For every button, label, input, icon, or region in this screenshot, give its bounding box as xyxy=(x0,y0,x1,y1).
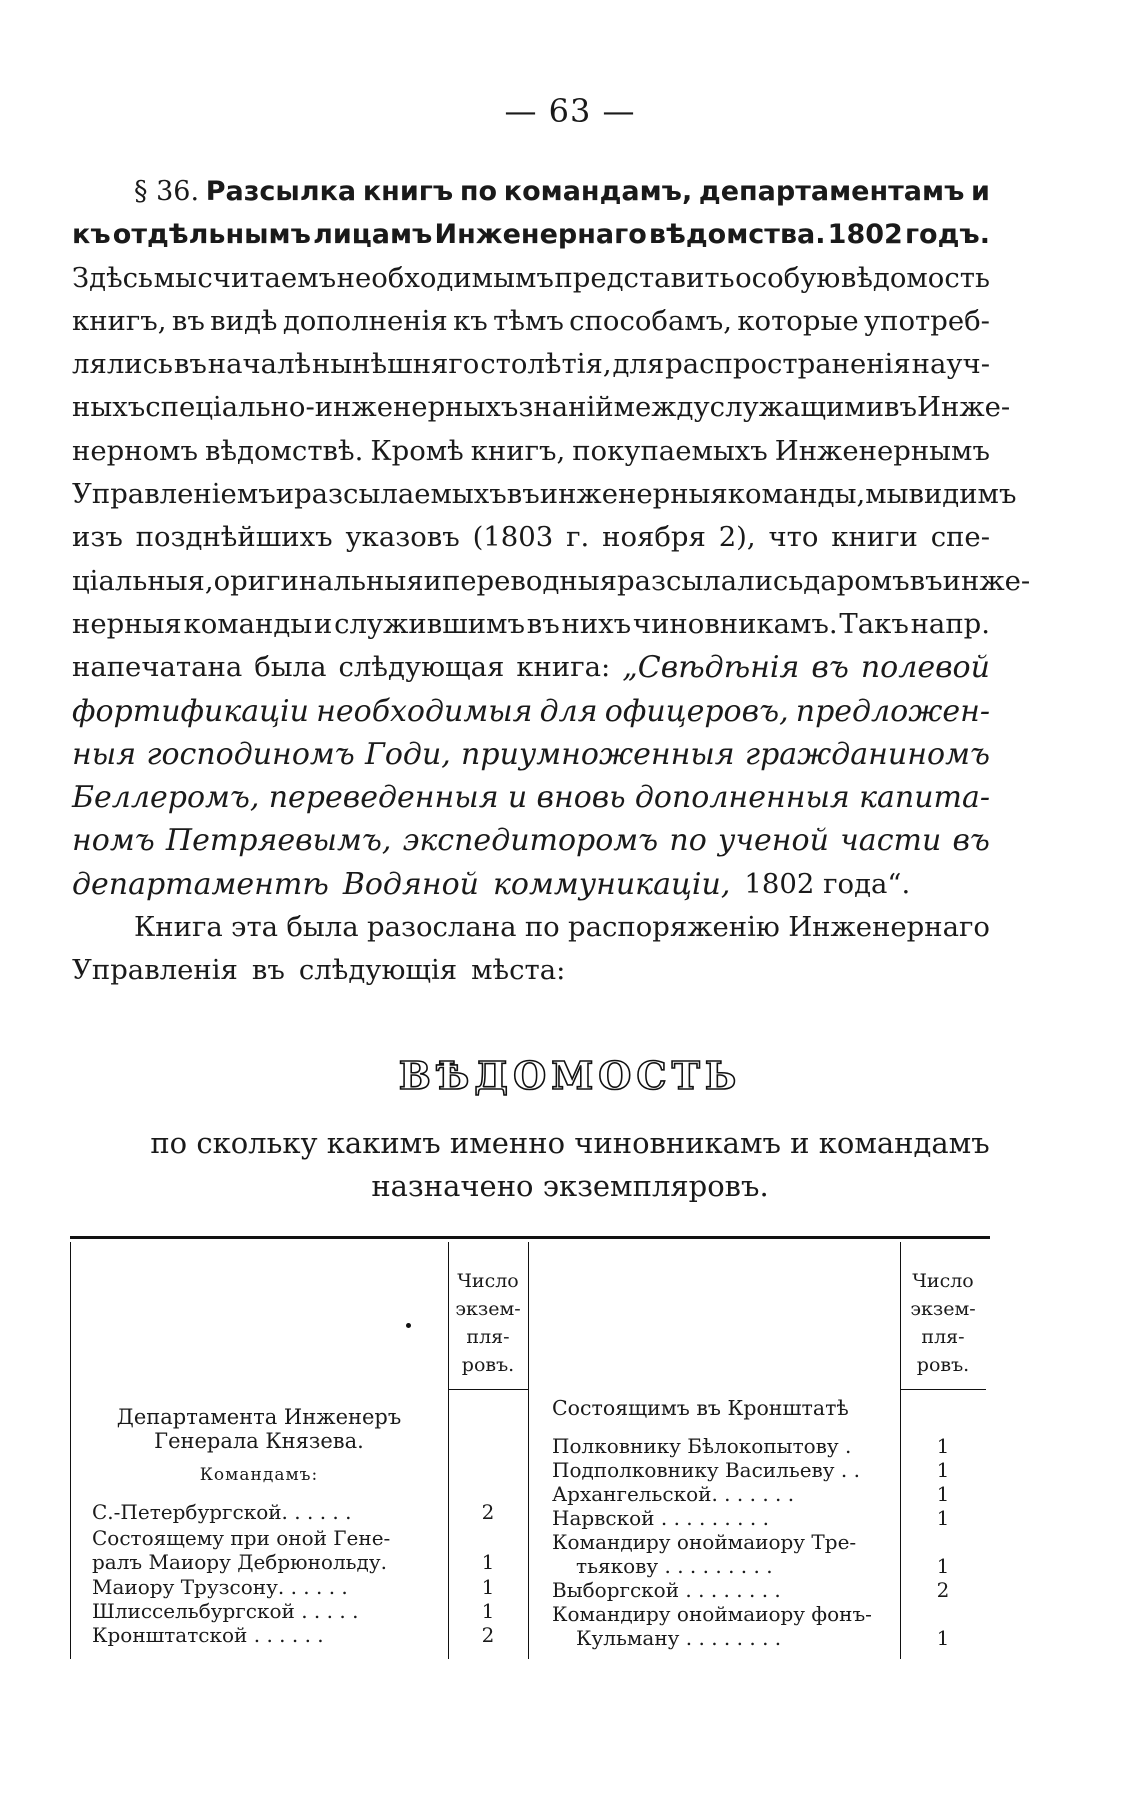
text-line-11 xyxy=(72,603,990,646)
word: употреб- xyxy=(863,304,990,337)
word: изъ xyxy=(72,521,123,554)
text-line-16 xyxy=(72,819,990,862)
word: ныхъ xyxy=(72,391,146,424)
word: указовъ xyxy=(345,521,460,554)
word: науч- xyxy=(911,348,990,381)
word: годъ. xyxy=(904,219,990,251)
header-line: экзем- xyxy=(910,1298,976,1320)
left-row-value: 1 xyxy=(481,1575,495,1599)
word: нерномъ xyxy=(72,434,198,467)
word: для xyxy=(612,348,665,381)
text-line-6 xyxy=(72,386,1011,429)
word: представить xyxy=(554,261,735,294)
header-line: Число xyxy=(912,1270,974,1292)
text-line-12 xyxy=(72,646,990,689)
word: гражданиномъ xyxy=(744,736,990,772)
text-line-18 xyxy=(72,906,990,949)
word: части xyxy=(840,823,942,859)
text-line-7 xyxy=(72,430,990,473)
page-number: — 63 — xyxy=(504,92,636,130)
left-row-label: Маиору Трузсону. . . . . . xyxy=(92,1575,348,1599)
word: знаній xyxy=(518,391,614,424)
word: особую xyxy=(735,261,841,294)
word: спе- xyxy=(930,521,990,554)
word: книги xyxy=(831,521,918,554)
word: дополненія xyxy=(282,304,448,337)
word: „Свѣдѣнія xyxy=(622,650,800,686)
word: нынѣшняго xyxy=(312,348,480,381)
left-row-label: Шлиссельбургской . . . . . xyxy=(92,1599,359,1623)
word: спеціально-инженерныхъ xyxy=(145,391,519,424)
right-row-label: Командиру оноймаиору фонъ- xyxy=(552,1602,872,1626)
word: коммуникаціи, xyxy=(492,866,731,902)
word: способамъ, xyxy=(569,304,732,337)
right-row-value: 1 xyxy=(936,1554,950,1578)
word: была xyxy=(254,651,327,684)
word: и xyxy=(313,607,333,640)
header-line: пля- xyxy=(921,1326,965,1348)
left-row-label: С.-Петербургской. . . . . . xyxy=(92,1500,352,1524)
word: нерныя xyxy=(72,607,182,640)
right-row-value: 1 xyxy=(936,1482,950,1506)
word: книгъ xyxy=(362,176,454,207)
word: капита- xyxy=(859,780,990,816)
right-row-value: 1 xyxy=(936,1434,950,1458)
word: въ xyxy=(171,304,205,337)
word: 1802 года“. xyxy=(744,867,911,900)
table-rule xyxy=(528,1242,529,1659)
left-row-label: Состоящему при оной Гене- xyxy=(92,1526,391,1550)
word: лялись xyxy=(72,348,173,381)
header-line: экзем- xyxy=(455,1298,521,1320)
word: и xyxy=(423,564,442,597)
word: распространенія xyxy=(665,348,911,381)
word: Кромѣ xyxy=(370,434,464,467)
text-line-9 xyxy=(72,516,990,559)
word: и xyxy=(507,780,528,816)
left-row-label: Кронштатской . . . . . . xyxy=(92,1623,324,1647)
word: Разсылка xyxy=(205,176,357,207)
word: ученой xyxy=(717,823,829,859)
word: фортификаціи xyxy=(72,693,309,729)
right-row-label: Архангельской. . . . . . . xyxy=(552,1482,795,1506)
word: по xyxy=(524,911,560,944)
heading-subtitle-line-1: по скольку какимъ именно чиновникамъ и командамъ xyxy=(150,1126,990,1160)
table-heading xyxy=(0,1050,1140,1208)
header-line: Число xyxy=(457,1270,519,1292)
word: для xyxy=(539,693,598,729)
word: вѣдомствѣ. xyxy=(204,434,364,467)
text-line-17 xyxy=(72,863,990,906)
word: Инже- xyxy=(917,391,1011,424)
word: команды, xyxy=(727,478,866,511)
word: въ xyxy=(526,607,560,640)
right-row-label: Кульману . . . . . . . . xyxy=(576,1626,782,1650)
word: въ xyxy=(909,564,943,597)
word: въ xyxy=(884,391,918,424)
word: чиновникамъ. xyxy=(632,607,838,640)
word: Книга xyxy=(134,911,223,944)
word: книга: xyxy=(516,651,611,684)
word: и xyxy=(971,176,990,207)
word: слѣдующія xyxy=(298,954,458,987)
word: позднѣйшихъ xyxy=(135,521,333,554)
word: была xyxy=(286,911,359,944)
word: 1802 xyxy=(827,219,903,251)
text-line-15 xyxy=(72,776,990,819)
left-row-value: 1 xyxy=(481,1550,495,1574)
right-row-value: 1 xyxy=(936,1626,950,1650)
heading-title: ВѢДОМОСТЬ xyxy=(398,1053,742,1098)
word: инже- xyxy=(942,564,1031,597)
word: служившимъ xyxy=(334,607,526,640)
word: мы xyxy=(865,478,909,511)
word: въ xyxy=(952,823,990,859)
heading-subtitle-line-2: назначено экземпляровъ. xyxy=(371,1169,769,1203)
word: по xyxy=(669,823,707,859)
text-line-3 xyxy=(72,257,990,300)
word: въ xyxy=(811,650,849,686)
word: дополненныя xyxy=(634,780,850,816)
word: необходимымъ xyxy=(336,261,554,294)
count-column-header-left xyxy=(448,1267,528,1379)
word: столѣтія, xyxy=(480,348,612,381)
text-line-8 xyxy=(72,473,1017,516)
text-line-19 xyxy=(72,949,990,992)
word: номъ xyxy=(72,823,155,859)
word: къ xyxy=(453,304,488,337)
left-row-label: ралъ Маиору Дебрюнольду. xyxy=(92,1550,387,1574)
word: нихъ xyxy=(561,607,632,640)
word: мы xyxy=(153,261,197,294)
word: даромъ xyxy=(803,564,910,597)
word: тѣмъ xyxy=(493,304,564,337)
distribution-table xyxy=(70,1236,990,1659)
word: экспедиторомъ xyxy=(402,823,659,859)
word: Такъ xyxy=(839,607,909,640)
word: господиномъ xyxy=(146,736,355,772)
text-line-1 xyxy=(72,170,990,213)
word: 2), xyxy=(718,521,756,554)
word: (1803 xyxy=(472,521,554,554)
word: ныя xyxy=(72,736,137,772)
word: ноября xyxy=(602,521,706,554)
left-section-title: Генерала Князева. xyxy=(154,1429,364,1453)
right-row-label: Подполковнику Васильеву . . xyxy=(552,1458,860,1482)
word: Здѣсь xyxy=(72,261,154,294)
right-row-label: тьякову . . . . . . . . . xyxy=(576,1554,773,1578)
word: Инженернаго xyxy=(788,911,990,944)
word: команды xyxy=(183,607,313,640)
word: книгъ, xyxy=(470,434,566,467)
word: Годи, xyxy=(365,736,451,772)
word: Управленіемъ xyxy=(72,478,276,511)
word: Инженернымъ xyxy=(774,434,990,467)
right-row-value: 1 xyxy=(936,1458,950,1482)
left-row-value: 1 xyxy=(481,1599,495,1623)
word: напечатана xyxy=(72,651,243,684)
word: что xyxy=(768,521,819,554)
word: и xyxy=(275,478,295,511)
text-line-13 xyxy=(72,690,990,733)
word: въ xyxy=(173,348,207,381)
word: департаментѣ xyxy=(72,866,329,902)
word: приумноженныя xyxy=(461,736,735,772)
word: началѣ xyxy=(207,348,312,381)
word: разсылались xyxy=(616,564,804,597)
word: департаментамъ xyxy=(698,176,965,207)
left-row-value: 2 xyxy=(481,1500,495,1524)
text-line-2 xyxy=(72,213,990,256)
left-row-value: 2 xyxy=(481,1623,495,1647)
print-mark xyxy=(406,1323,411,1328)
word: распоряженію xyxy=(568,911,780,944)
word: къ xyxy=(72,219,111,251)
word: Беллеромъ, xyxy=(72,780,260,816)
word: Петряевымъ, xyxy=(165,823,392,859)
word: отдѣльнымъ xyxy=(112,219,311,251)
word: инженерныя xyxy=(539,478,728,511)
word: ціальныя, xyxy=(72,564,214,597)
word: вновь xyxy=(536,780,626,816)
right-row-label: Полковнику Бѣлокопытову . xyxy=(552,1434,852,1458)
header-line: пля- xyxy=(466,1326,510,1348)
word: предложен- xyxy=(795,693,990,729)
right-row-label: Выборгской . . . . . . . . xyxy=(552,1578,781,1602)
word: полевой xyxy=(860,650,990,686)
word: напр. xyxy=(910,607,990,640)
word: въ xyxy=(251,954,285,987)
left-subsection-title: Командамъ: xyxy=(199,1465,319,1485)
word: которые xyxy=(737,304,859,337)
header-rule xyxy=(448,1389,528,1390)
right-row-value: 2 xyxy=(936,1578,950,1602)
word: оригинальныя xyxy=(213,564,424,597)
word: Инженернаго xyxy=(434,219,647,251)
right-row-label: Командиру оноймаиору Тре- xyxy=(552,1530,857,1554)
word: считаемъ xyxy=(197,261,337,294)
word: служащими xyxy=(709,391,885,424)
right-row-label: Нарвской . . . . . . . . . xyxy=(552,1506,769,1530)
right-row-value: 1 xyxy=(936,1506,950,1530)
word: по xyxy=(459,176,498,207)
word: вѣдомства. xyxy=(648,219,826,251)
word: г. xyxy=(566,521,590,554)
word: § 36. xyxy=(134,176,200,207)
word: необходимыя xyxy=(316,693,533,729)
text-line-10 xyxy=(72,560,1031,603)
word: вѣдомость xyxy=(840,261,990,294)
right-section-title: Состоящимъ въ Кронштатѣ xyxy=(552,1396,849,1420)
word: переведенныя xyxy=(268,780,499,816)
word: мѣста: xyxy=(471,954,566,987)
word: видимъ xyxy=(908,478,1017,511)
text-line-4 xyxy=(72,300,990,343)
word: офицеровъ, xyxy=(604,693,789,729)
word: переводныя xyxy=(441,564,617,597)
left-section-title: Департамента Инженеръ xyxy=(116,1405,402,1429)
word: лицамъ xyxy=(313,219,433,251)
text-line-5 xyxy=(72,343,990,386)
word: командамъ, xyxy=(503,176,693,207)
word: разослана xyxy=(366,911,517,944)
word: Управленія xyxy=(72,954,238,987)
body-paragraph xyxy=(72,170,1031,993)
header-line: ровъ. xyxy=(916,1354,970,1376)
word: Водяной xyxy=(342,866,479,902)
text-line-14 xyxy=(72,733,990,776)
count-column-header-right xyxy=(900,1267,986,1379)
header-rule xyxy=(900,1389,986,1390)
word: слѣдующая xyxy=(338,651,505,684)
word: разсылаемыхъ xyxy=(294,478,507,511)
word: между xyxy=(613,391,710,424)
header-line: ровъ. xyxy=(461,1354,515,1376)
word: эта xyxy=(231,911,279,944)
word: книгъ, xyxy=(72,304,167,337)
word: видѣ xyxy=(210,304,278,337)
word: покупаемыхъ xyxy=(572,434,768,467)
word: въ xyxy=(506,478,540,511)
